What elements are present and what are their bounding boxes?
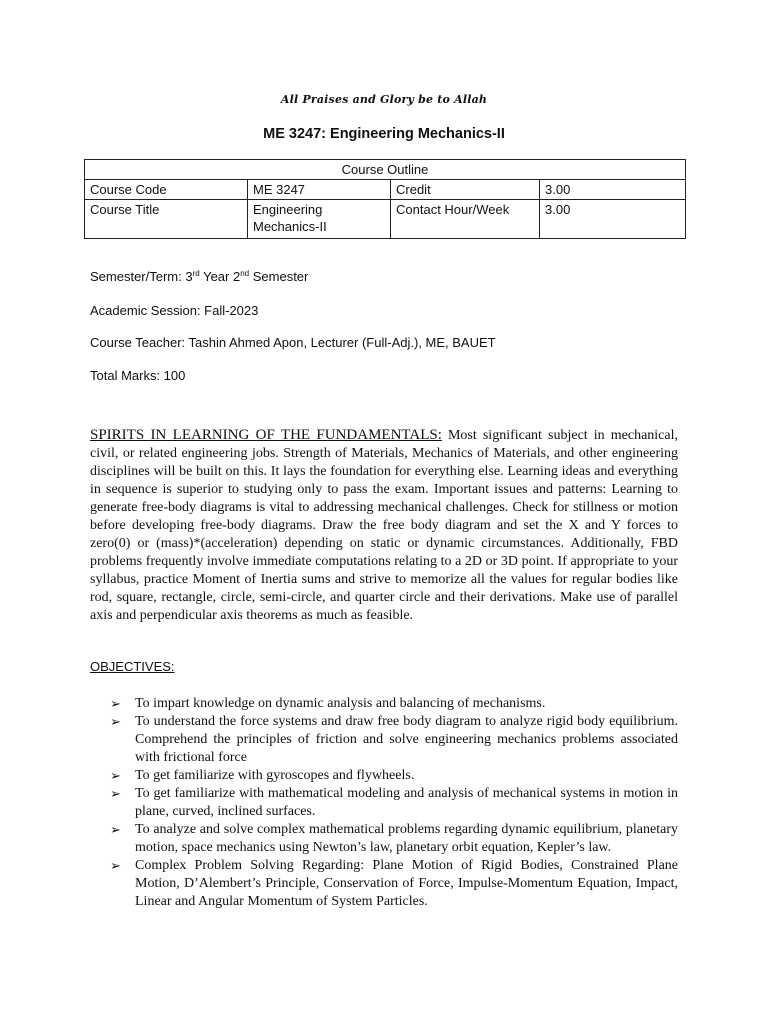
list-item: ➢ To impart knowledge on dynamic analysis and balancing of mechanisms. xyxy=(110,696,546,711)
table-row xyxy=(85,180,686,200)
arrow-bullet-icon: ➢ xyxy=(110,822,121,837)
spirits-body: Most significant subject in mechanical, civil, or related engineering jobs. Strength of Materials, Mechanics of Materials, and other engineering disciplines will be built on this. It lays the foundation for everything else. Learning ideas and everything in sequence is superior to studying only to pass the exam. Important issues and patterns: Learning to generate free-body diagrams is vital to addressing mechanical challenges. Check for stillness or motion before developing free-body diagrams. Draw the free body diagram and set the X and Y forces to zero(0) or (mass)*(acceleration) depending on static or dynamic circumstances. Additionally, FBD problems frequently involve immediate computations relating to a 2D or 3D point. If appropriate to your syllabus, practice Moment of Inertia sums and strive to memorize all the values for regular bodies like rod, square, rectangle, circle, semi-circle, and quarter circle and their derivations. Make use of parallel axis and perpendicular axis theorems as much as feasible. xyxy=(90,428,678,623)
list-item: ➢ To understand the force systems and draw free body diagram to analyze rigid body equilibrium. Comprehend the principles of friction and solve engineering mechanics problems associated with frictional force xyxy=(110,714,678,765)
table-cell: ME 3247 xyxy=(248,180,391,200)
arrow-bullet-icon: ➢ xyxy=(110,858,121,873)
marks-line: Total Marks: 100 xyxy=(90,368,186,383)
table-cell: 3.00 xyxy=(540,200,686,239)
table-cell: Contact Hour/Week xyxy=(391,200,540,239)
list-item: ➢ To get familiarize with gyroscopes and flywheels. xyxy=(110,768,415,783)
table-cell: Engineering Mechanics-II xyxy=(248,200,391,239)
course-title-heading: ME 3247: Engineering Mechanics-II xyxy=(263,126,505,142)
teacher-line: Course Teacher: Tashin Ahmed Apon, Lecturer (Full-Adj.), ME, BAUET xyxy=(90,335,496,350)
spirits-heading: SPIRITS IN LEARNING OF THE FUNDAMENTALS: xyxy=(90,427,442,443)
objectives-list xyxy=(110,695,678,911)
arrow-bullet-icon: ➢ xyxy=(110,768,121,783)
table-cell: 3.00 xyxy=(540,180,686,200)
arrow-bullet-icon: ➢ xyxy=(110,696,121,711)
list-item: ➢ Complex Problem Solving Regarding: Plane Motion of Rigid Bodies, Constrained Plane Motion, D’Alembert’s Principle, Conservation of Force, Impulse-Momentum Equation, Impact, Linear and Angular Momentum of System Particles. xyxy=(110,858,678,909)
table-cell: Course Title xyxy=(85,200,248,239)
blessing-line: All Praises and Glory be to Allah xyxy=(280,93,488,106)
arrow-bullet-icon: ➢ xyxy=(110,714,121,729)
session-line: Academic Session: Fall-2023 xyxy=(90,303,259,318)
spirits-paragraph xyxy=(90,426,678,625)
table-heading: Course Outline xyxy=(85,160,686,180)
table-row xyxy=(85,200,686,239)
list-item: ➢ To analyze and solve complex mathematical problems regarding dynamic equilibrium, planetary motion, space mechanics using Newton’s law, planetary orbit equation, Kepler’s law. xyxy=(110,822,678,855)
arrow-bullet-icon: ➢ xyxy=(110,786,121,801)
course-outline-table xyxy=(84,159,686,239)
list-item: ➢ To get familiarize with mathematical modeling and analysis of mechanical systems in motion in plane, curved, inclined surfaces. xyxy=(110,786,678,819)
table-cell: Credit xyxy=(391,180,540,200)
table-cell: Course Code xyxy=(85,180,248,200)
semester-line: Semester/Term: 3rd Year 2nd Semester xyxy=(90,269,309,284)
objectives-heading: OBJECTIVES: xyxy=(90,659,175,674)
